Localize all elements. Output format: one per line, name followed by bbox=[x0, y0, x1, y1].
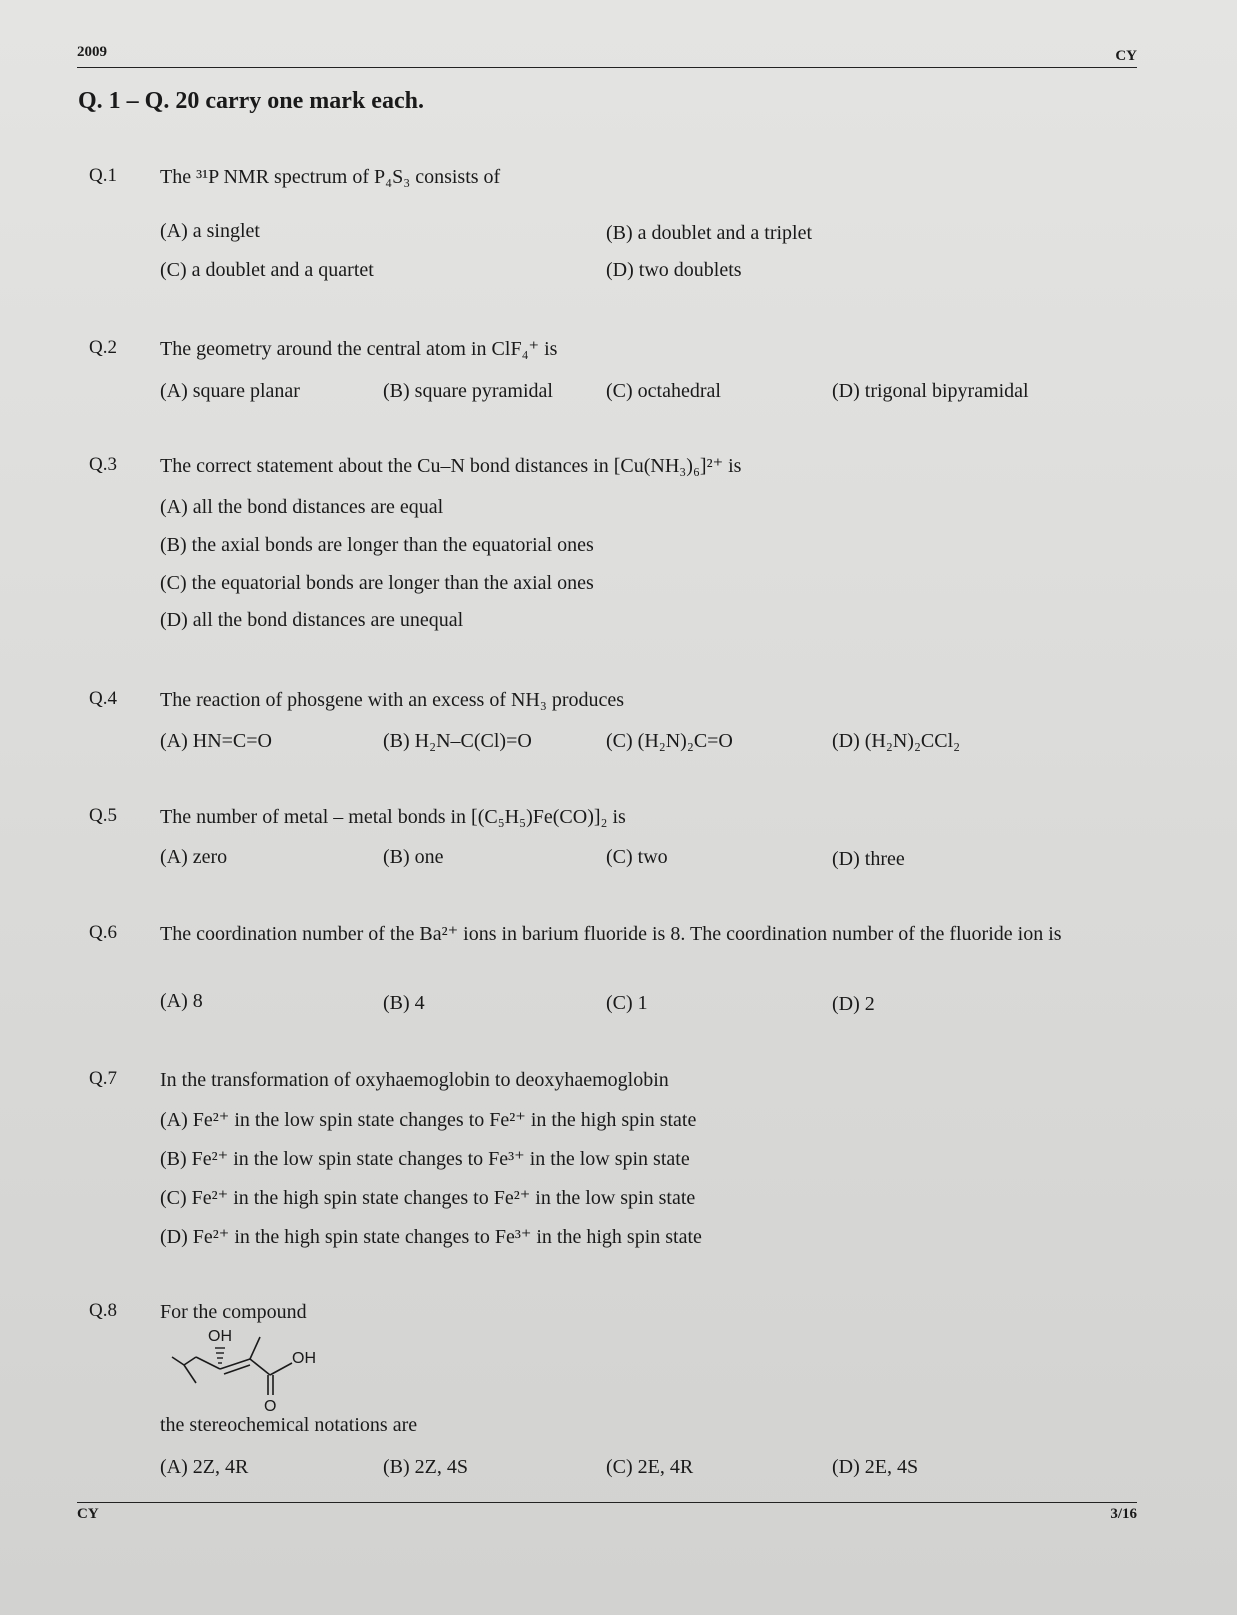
option-b: (B) 2Z, 4S bbox=[383, 1456, 468, 1478]
option-b: (B) Fe²⁺ in the low spin state changes to Fe³⁺ in the low spin state bbox=[160, 1148, 690, 1170]
option-b: (B) a doublet and a triplet bbox=[606, 222, 813, 244]
question-text: The number of metal – metal bonds in [(C₅H₅)Fe(CO)]₂ is bbox=[160, 806, 626, 828]
option-d: (D) all the bond distances are unequal bbox=[160, 609, 464, 631]
option-a: (A) zero bbox=[160, 846, 228, 868]
option-d: (D) 2 bbox=[832, 993, 875, 1015]
section-title: Q. 1 – Q. 20 carry one mark each. bbox=[78, 88, 424, 114]
header-subject: CY bbox=[1115, 48, 1137, 64]
footer-subject: CY bbox=[77, 1506, 99, 1522]
option-c: (C) 1 bbox=[606, 992, 648, 1014]
question-text: The ³¹P NMR spectrum of P₄S₃ consists of bbox=[160, 166, 501, 188]
header-year: 2009 bbox=[77, 44, 107, 60]
option-a: (A) square planar bbox=[160, 380, 300, 402]
option-a: (A) Fe²⁺ in the low spin state changes to Fe²⁺ in the high spin state bbox=[160, 1109, 697, 1131]
hashed-wedge bbox=[215, 1348, 225, 1363]
question-number: Q.2 bbox=[89, 337, 117, 358]
question-text: In the transformation of oxyhaemoglobin to deoxyhaemoglobin bbox=[160, 1069, 669, 1091]
question-number: Q.6 bbox=[89, 922, 117, 943]
option-c: (C) two bbox=[606, 846, 668, 868]
option-d: (D) (H₂N)₂CCl₂ bbox=[832, 730, 961, 752]
option-d: (D) Fe²⁺ in the high spin state changes to Fe³⁺ in the high spin state bbox=[160, 1226, 702, 1248]
question-text: The reaction of phosgene with an excess of NH₃ produces bbox=[160, 689, 625, 711]
option-c: (C) a doublet and a quartet bbox=[160, 259, 374, 281]
bond bbox=[184, 1365, 196, 1383]
option-b: (B) the axial bonds are longer than the equatorial ones bbox=[160, 534, 594, 556]
option-d: (D) three bbox=[832, 848, 905, 870]
option-b: (B) one bbox=[383, 846, 444, 868]
option-a: (A) 2Z, 4R bbox=[160, 1456, 249, 1478]
option-a: (A) 8 bbox=[160, 990, 203, 1012]
question-text: The correct statement about the Cu–N bond distances in [Cu(NH₃)₆]²⁺ is bbox=[160, 455, 742, 477]
footer-rule bbox=[77, 1502, 1137, 1503]
question-text: The geometry around the central atom in ClF₄⁺ is bbox=[160, 338, 558, 360]
option-c: (C) (H₂N)₂C=O bbox=[606, 730, 733, 752]
option-c: (C) octahedral bbox=[606, 380, 721, 402]
question-text: For the compound bbox=[160, 1301, 307, 1323]
option-a: (A) HN=C=O bbox=[160, 730, 272, 752]
header-rule bbox=[77, 67, 1137, 68]
option-a: (A) a singlet bbox=[160, 220, 260, 242]
oh-acid-label: OH bbox=[292, 1350, 316, 1367]
double-bond bbox=[220, 1359, 250, 1369]
option-c: (C) the equatorial bonds are longer than the axial ones bbox=[160, 572, 594, 594]
question-number: Q.8 bbox=[89, 1300, 117, 1321]
option-d: (D) 2E, 4S bbox=[832, 1456, 919, 1478]
question-number: Q.1 bbox=[89, 165, 117, 186]
question-number: Q.7 bbox=[89, 1068, 117, 1089]
option-b: (B) square pyramidal bbox=[383, 380, 553, 402]
option-d: (D) two doublets bbox=[606, 259, 742, 281]
bond bbox=[184, 1357, 196, 1365]
question-number: Q.3 bbox=[89, 454, 117, 475]
bond bbox=[270, 1363, 292, 1375]
oh-label: OH bbox=[208, 1328, 232, 1345]
compound-structure bbox=[160, 1325, 380, 1415]
option-a: (A) all the bond distances are equal bbox=[160, 496, 444, 518]
bond bbox=[196, 1357, 220, 1369]
option-b: (B) H₂N–C(Cl)=O bbox=[383, 730, 532, 752]
bond bbox=[250, 1337, 260, 1359]
option-d: (D) trigonal bipyramidal bbox=[832, 380, 1029, 402]
o-label: O bbox=[264, 1398, 277, 1415]
option-c: (C) Fe²⁺ in the high spin state changes to Fe²⁺ in the low spin state bbox=[160, 1187, 696, 1209]
bond bbox=[250, 1359, 270, 1375]
option-c: (C) 2E, 4R bbox=[606, 1456, 694, 1478]
question-number: Q.4 bbox=[89, 688, 117, 709]
question-text-continued: the stereochemical notations are bbox=[160, 1414, 418, 1436]
bond bbox=[172, 1357, 184, 1365]
question-number: Q.5 bbox=[89, 805, 117, 826]
footer-page-number: 3/16 bbox=[1110, 1506, 1137, 1522]
question-text: The coordination number of the Ba²⁺ ions in barium fluoride is 8. The coordination number of the fluoride ion is bbox=[160, 923, 1062, 945]
option-b: (B) 4 bbox=[383, 992, 425, 1014]
